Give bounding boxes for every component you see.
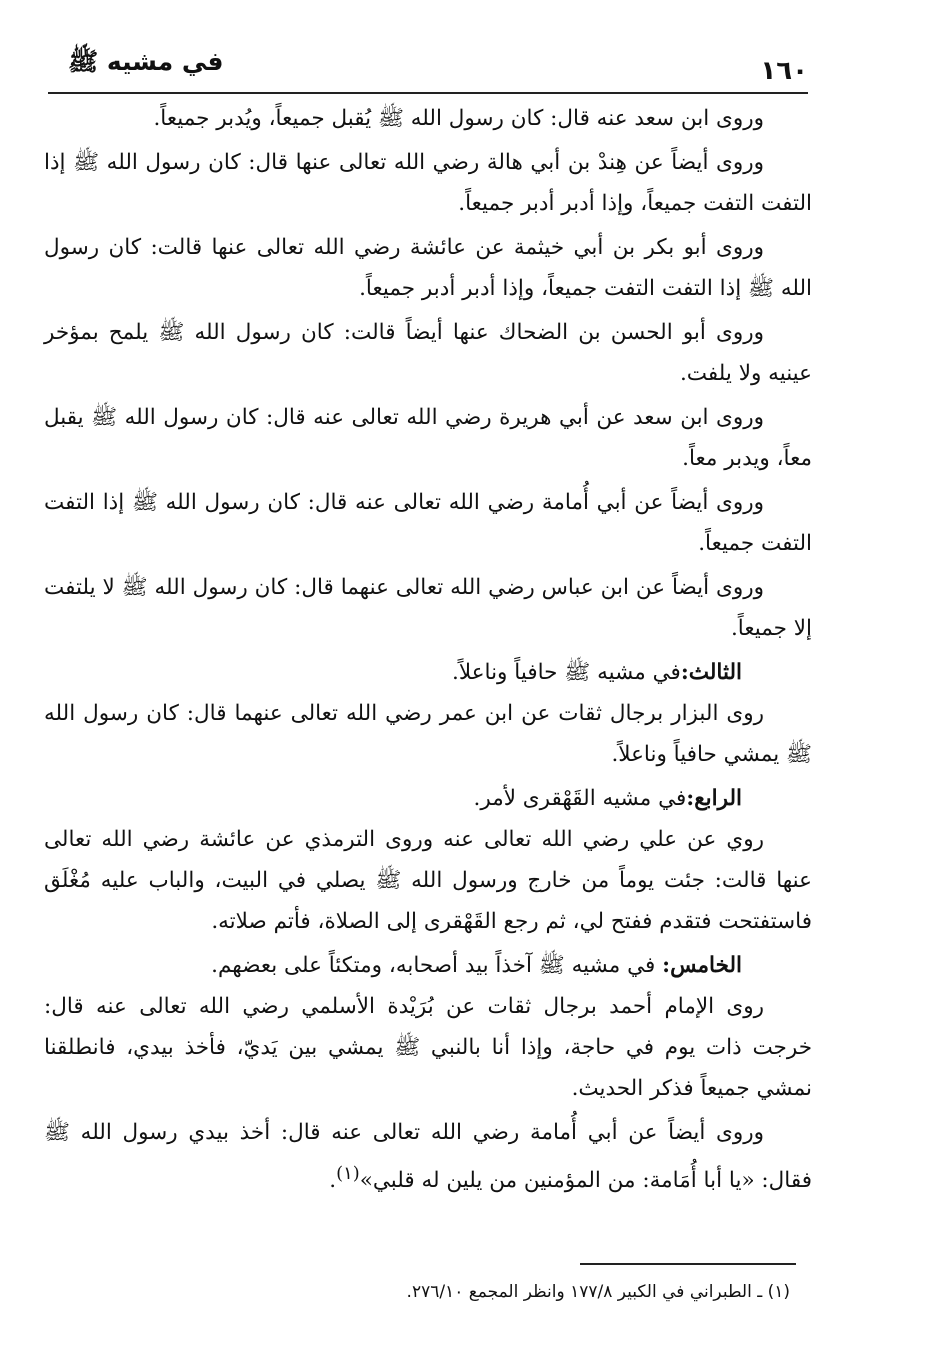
- section-lead: الثالث:: [680, 660, 742, 685]
- paragraph: وروى أيضاً عن أبي أُمامة رضي الله تعالى عنه قال: كان رسول الله ﷺ إذا التفت التفت جميعاً.: [44, 490, 812, 556]
- section-title: في مشيه القَهْقرى لأمر.: [473, 786, 687, 811]
- section-title: في مشيه ﷺ آخذاً بيد أصحابه، ومتكئاً على بعضهم.: [211, 953, 656, 978]
- footnote: (١) ـ الطبراني في الكبير ١٧٧/٨ وانظر المجمع ٢٧٦/١٠.: [406, 1282, 790, 1302]
- paragraph: [44, 1112, 812, 1201]
- paragraph: وروى أيضاً عن ابن عباس رضي الله تعالى عنهما قال: كان رسول الله ﷺ لا يلتفت إلا جميعاً.: [44, 575, 812, 641]
- section-heading: [44, 652, 812, 693]
- paragraph-end: .: [329, 1168, 337, 1194]
- section-heading: [44, 778, 812, 819]
- paragraph: وروى أبو الحسن بن الضحاك عنها أيضاً قالت: كان رسول الله ﷺ يلمح بمؤخر عينيه ولا يلفت.: [44, 320, 812, 386]
- paragraph: روي عن علي رضي الله تعالى عنه وروى الترمذي عن عائشة رضي الله تعالى عنها قالت: جئت يوماً من خارج ورسول الله ﷺ يصلي في البيت، والباب عليه مُغْلَق فاستفتحت فتقدم ففتح لي، ثم رجع القَهْقرى إلى الصلاة، فأتم صلاته.: [44, 827, 812, 934]
- paragraph: وروى أبو بكر بن أبي خيثمة عن عائشة رضي الله تعالى عنها قالت: كان رسول الله ﷺ إذا التفت التفت جميعاً، وإذا أدبر أدبر جميعاً.: [44, 235, 812, 301]
- paragraph-text: وروى أيضاً عن أبي أُمامة رضي الله تعالى عنه قال: أخذ بيدي رسول الله ﷺ فقال: «يا أبا أُمَامة: من المؤمنين من يلين له قلبي»: [44, 1120, 812, 1194]
- paragraph: وروى ابن سعد عن أبي هريرة رضي الله تعالى عنه قال: كان رسول الله ﷺ يقبل معاً، ويدبر معاً.: [44, 405, 812, 471]
- running-head: [48, 32, 808, 96]
- paragraph: وروى ابن سعد عنه قال: كان رسول الله ﷺ يُقبل جميعاً، ويُدبر جميعاً.: [153, 106, 764, 131]
- section-heading: [44, 945, 812, 986]
- body-text: [44, 98, 812, 1201]
- header-rule: [48, 92, 808, 94]
- footnote-rule: [580, 1263, 796, 1265]
- paragraph: روى الإمام أحمد برجال ثقات عن بُرَيْدة الأسلمي رضي الله تعالى عنه قال: خرجت ذات يوم في حاجة، وإذا أنا بالنبي ﷺ يمشي بين يَديّ، فأخذ بيدي، فانطلقنا نمشي جميعاً فذكر الحديث.: [44, 994, 812, 1101]
- section-lead: الرابع:: [686, 786, 742, 811]
- section-title: في مشيه ﷺ حافياً وناعلاً.: [452, 660, 681, 685]
- footnote-reference: (١): [336, 1163, 360, 1184]
- paragraph: وروى أيضاً عن هِندْ بن أبي هالة رضي الله تعالى عنها قال: كان رسول الله ﷺ إذا التفت التفت جميعاً، وإذا أدبر أدبر جميعاً.: [44, 150, 812, 216]
- chapter-title: في مشيه ﷺ: [68, 47, 224, 76]
- page-number: ١٦٠: [760, 56, 808, 86]
- paragraph: روى البزار برجال ثقات عن ابن عمر رضي الله تعالى عنهما قال: كان رسول الله ﷺ يمشي حافياً وناعلاً.: [44, 701, 812, 767]
- section-lead: الخامس:: [662, 953, 742, 978]
